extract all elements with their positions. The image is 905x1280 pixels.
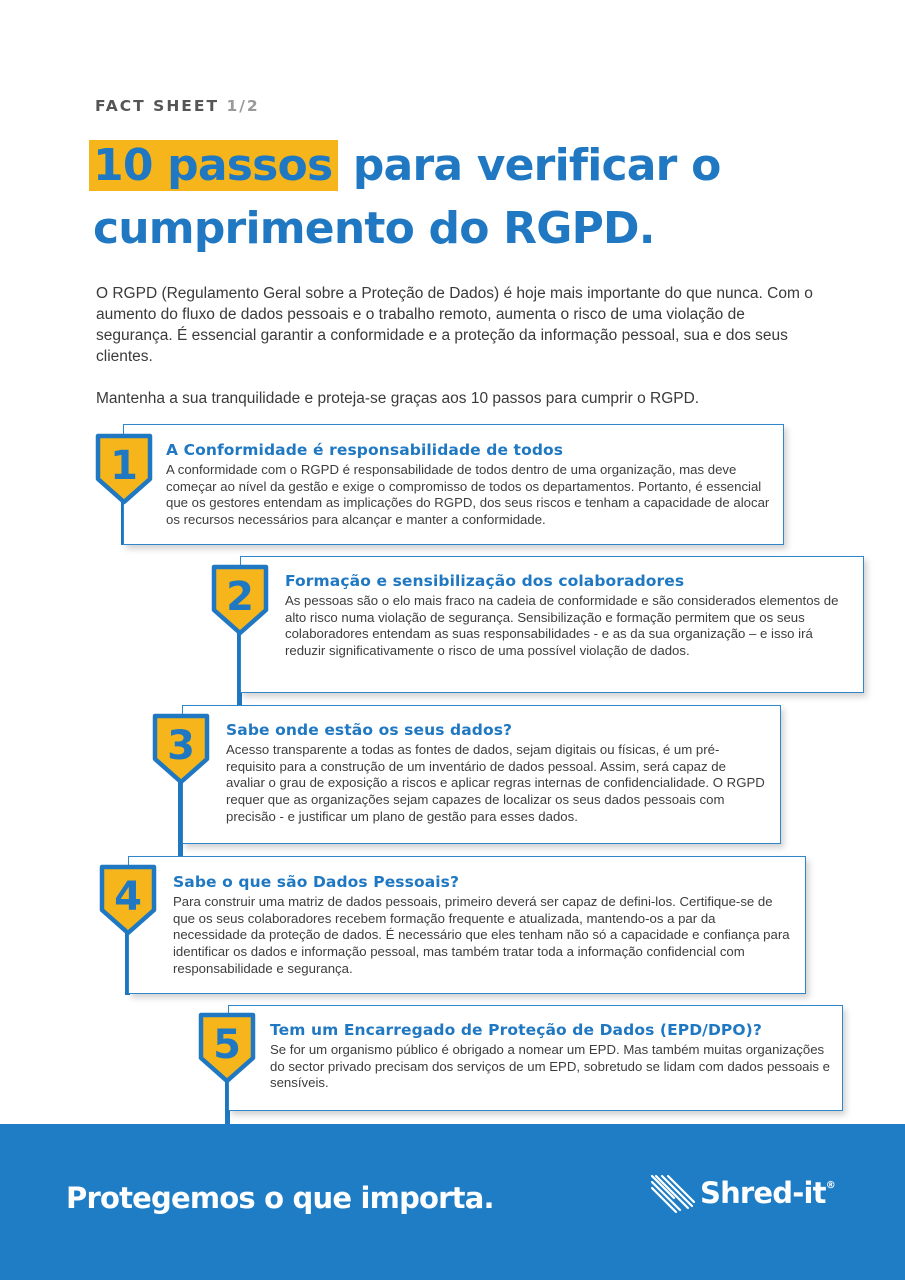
step-badge-3 (152, 713, 210, 785)
step-title-5: Tem um Encarregado de Proteção de Dados (EPD/DPO)? (270, 1021, 762, 1039)
step-number-5: 5 (213, 1022, 241, 1068)
title-highlight: 10 passos (89, 140, 338, 191)
step-number-4: 4 (114, 874, 142, 920)
step-text-3: Acesso transparente a todas as fontes de dados, sejam digitais ou físicas, é um pré-requisito para a construção de um inventário de dados pessoal. Assim, será capaz de avaliar o grau de exposição a riscos e aplicar regras internas de confidencialidade. O RGPD requer que as organizações sejam capazes de localizar os seus dados pessoais com precisão - e justificar um plano de gestão para esses dados. (226, 742, 765, 824)
step-text-4: Para construir uma matriz de dados pessoais, primeiro deverá ser capaz de defini-los. Certifique-se de que os seus colaboradores recebem formação frequente e atualizada, mantendo-os a par da necessidade da proteção de dados. É necessário que eles tenham não só a capacidade e confiança para identificar os dados e informação pessoal, mas também tratar toda a informação confidencial com responsabilidade e segurança. (173, 894, 790, 976)
footer-tagline: Protegemos o que importa. (66, 1181, 494, 1215)
kicker-label: FACT SHEET (95, 97, 220, 115)
brand-name (700, 1176, 836, 1210)
step-text-1: A conformidade com o RGPD é responsabilidade de todos dentro de uma organização, mas deve começar ao nível da gestão e exige o compromisso de todos os departamentos. Portanto, é essencial que os gestores entendam as implicações do RGPD, dos seus riscos e tenham a capacidade de alocar os recursos necessários para alcançar e manter a conformidade. (166, 462, 770, 528)
step-number-3: 3 (167, 723, 195, 769)
step-card-5 (228, 1005, 843, 1111)
step-text-2: As pessoas são o elo mais fraco na cadeia de conformidade e são considerados elementos de alto risco numa violação de segurança. Sensibilização e formação permitem que os seus colaboradores entendam as suas responsabilidades - e as da sua organização – e isso irá reduzir significativamente o risco de uma possível violação de dados. (285, 593, 839, 659)
step-badge-5 (198, 1012, 256, 1084)
intro-paragraph-2: Mantenha a sua tranquilidade e proteja-se graças aos 10 passos para cumprir o RGPD. (96, 390, 700, 407)
step-badge-1 (95, 433, 153, 505)
step-number-2: 2 (226, 574, 254, 620)
step-badge-2 (211, 564, 269, 636)
step-title-3: Sabe onde estão os seus dados? (226, 721, 513, 739)
brand-logo (650, 1172, 850, 1216)
step-number-1: 1 (110, 443, 138, 489)
registered-mark: ® (825, 1180, 836, 1191)
intro (96, 283, 816, 409)
page-title (93, 134, 883, 260)
step-title-2: Formação e sensibilização dos colaboradores (285, 572, 685, 590)
title-rest: para verificar o cumprimento do RGPD. (93, 140, 721, 254)
step-title-1: A Conformidade é responsabilidade de todos (166, 441, 564, 459)
step-card-4 (128, 856, 806, 994)
step-text-5: Se for um organismo público é obrigado a nomear um EPD. Mas também muitas organizações do sector privado precisam dos serviços de um EPD, sobretudo se lidam com dados pessoais e sensíveis. (270, 1042, 831, 1091)
step-card-2 (240, 556, 864, 693)
brand-name-text: Shred-it (700, 1176, 826, 1210)
intro-paragraph-1: O RGPD (Regulamento Geral sobre a Proteção de Dados) é hoje mais importante do que nunca. Com o aumento do fluxo de dados pessoais e o trabalho remoto, aumenta o risco de uma violação de segurança. É essencial garantir a conformidade e a proteção da informação pessoal, sua e dos seus clientes. (96, 285, 813, 365)
step-badge-4 (99, 864, 157, 936)
shred-lines-icon (650, 1172, 696, 1216)
kicker-page: 1/2 (226, 97, 260, 115)
fact-sheet-kicker (95, 97, 260, 115)
step-title-4: Sabe o que são Dados Pessoais? (173, 873, 460, 891)
step-card-3 (182, 705, 781, 844)
step-card-1 (123, 424, 784, 545)
